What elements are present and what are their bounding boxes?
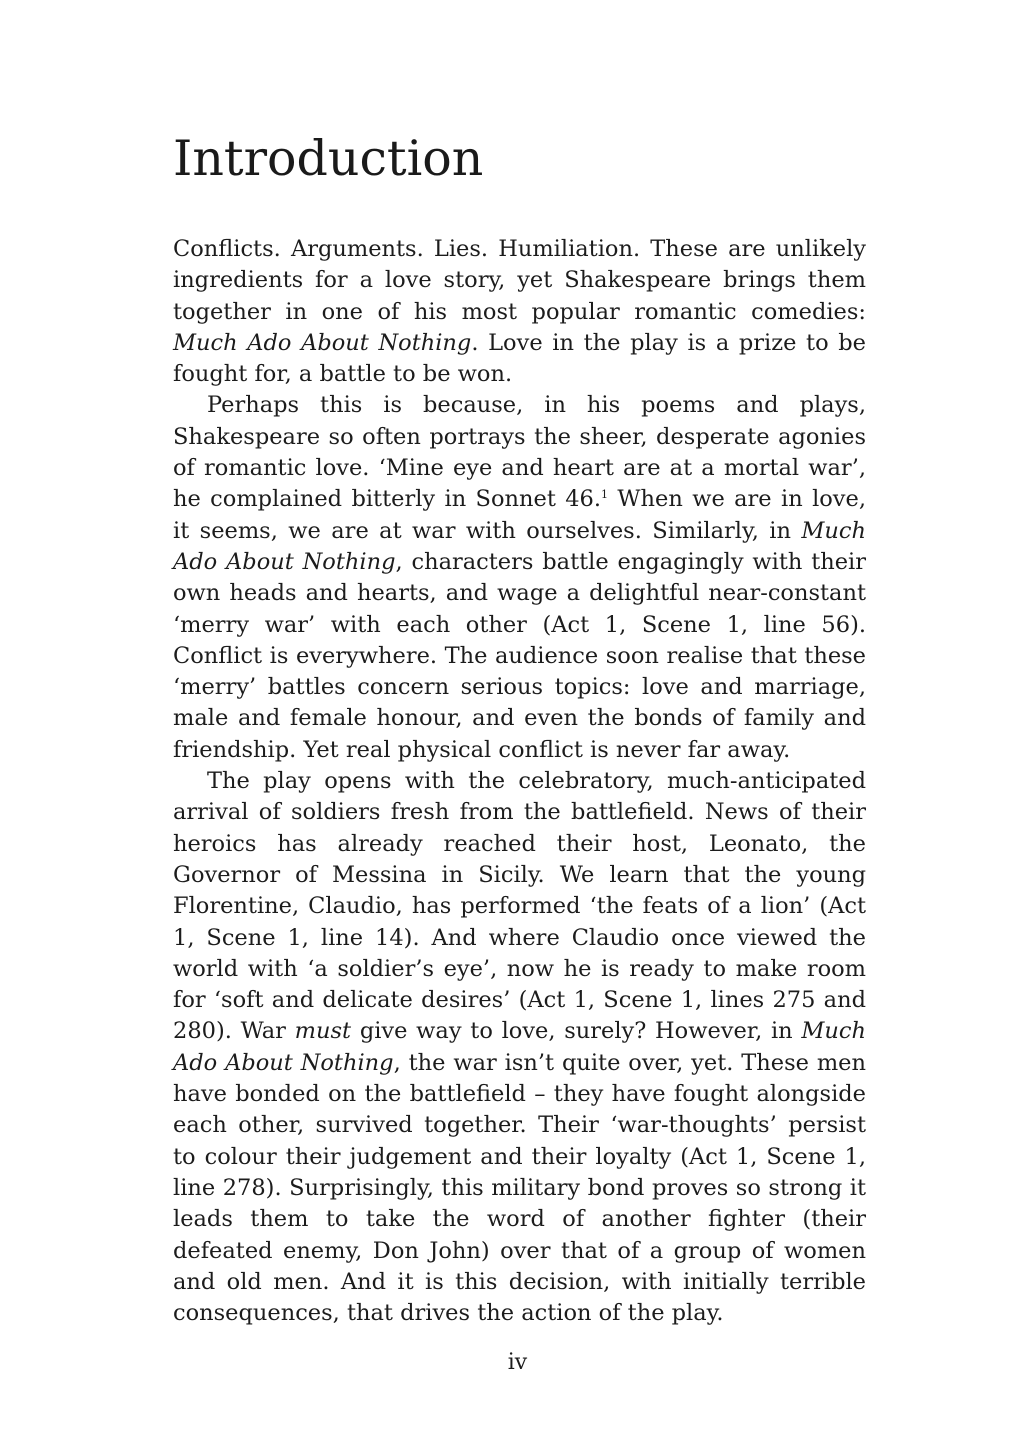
paragraph-text: Perhaps this is because, in his poems and plays, Shakespeare so often portrays the sheer, desperate agonies of romantic love. ‘Mine eye and heart are at a mortal war’, he complained bitterly in Sonnet 46.: [173, 392, 866, 513]
footnote-marker: 1: [601, 488, 609, 502]
paragraph: [173, 390, 866, 766]
paragraph-text: , characters battle engagingly with their own heads and hearts, and wage a delightful near-constant ‘merry war’ with each other (Act 1, Scene 1, line 56). Conflict is everywhere. The audience soon realise that these ‘merry’ battles concern serious topics: love and marriage, male and female honour, and even the bonds of family and friendship. Yet real physical conflict is never far away.: [173, 548, 867, 763]
paragraph: [173, 766, 866, 1329]
italic-title-text: must: [294, 1018, 352, 1045]
italic-title-text: Much Ado About Nothing: [173, 517, 866, 575]
paragraph-text: When we are in love, it seems, we are at war with ourselves. Similarly, in: [173, 486, 866, 544]
italic-title-text: Much Ado About Nothing: [173, 329, 472, 356]
paragraph-text: , the war isn’t quite over, yet. These men have bonded on the battlefield – they have fought alongside each other, survived together. Their ‘war-thoughts’ persist to colour their judgement and their loyalty (Act 1, Scene 1, line 278). Surprisingly, this military bond proves so strong it leads them to take the word of another fighter (their defeated enemy, Don John) over that of a group of women and old men. And it is this decision, with initially terrible consequences, that drives the action of the play.: [173, 1049, 866, 1327]
chapter-title: Introduction: [173, 130, 484, 187]
paragraph-text: . Love in the play is a prize to be fought for, a battle to be won.: [173, 329, 866, 388]
paragraph: [173, 234, 866, 390]
body-text: [173, 234, 866, 1329]
paragraph-text: Conflicts. Arguments. Lies. Humiliation. These are unlikely ingredients for a love story, yet Shakespeare brings them together in one of his most popular romantic comedies:: [173, 236, 866, 325]
paragraph-text: The play opens with the celebratory, much-anticipated arrival of soldiers fresh from the battlefield. News of their heroics has already reached their host, Leonato, the Governor of Messina in Sicily. We learn that the young Florentine, Claudio, has performed ‘the feats of a lion’ (Act 1, Scene 1, line 14). And where Claudio once viewed the world with ‘a soldier’s eye’, now he is ready to make room for ‘soft and delicate desires’ (Act 1, Scene 1, lines 275 and 280). War: [173, 768, 866, 1045]
paragraph-text: give way to love, surely? However, in: [351, 1018, 802, 1045]
page-number: iv: [507, 1350, 528, 1375]
italic-title-text: Much Ado About Nothing: [173, 1018, 866, 1076]
